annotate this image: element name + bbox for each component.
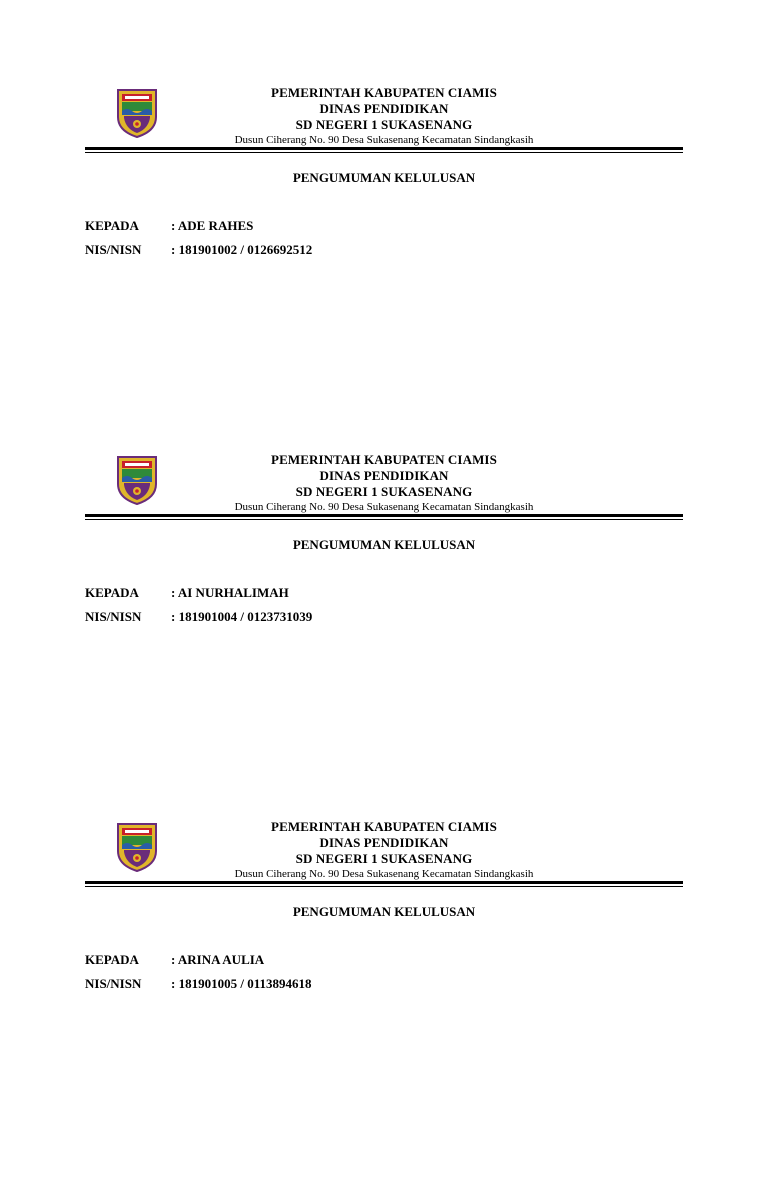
- recipient-name: : ADE RAHES: [171, 218, 254, 233]
- student-id-label: NIS/NISN: [85, 976, 142, 991]
- student-id-value: : 181901002 / 0126692512: [171, 242, 313, 257]
- department-title: DINAS PENDIDIKAN: [319, 835, 449, 850]
- letterhead-rule-thick: [85, 147, 683, 150]
- notice-title: PENGUMUMAN KELULUSAN: [292, 170, 476, 185]
- school-address: Dusun Ciherang No. 90 Desa Sukasenang Kecamatan Sindangkasih: [234, 868, 534, 880]
- letterhead-rule-thin: [85, 519, 683, 520]
- letterhead-rule-thin: [85, 152, 683, 153]
- letterhead-rule-thick: [85, 514, 683, 517]
- student-id-label: NIS/NISN: [85, 609, 142, 624]
- recipient-label: KEPADA: [85, 952, 139, 967]
- recipient-row: [85, 952, 264, 968]
- graduation-notice-2: [0, 452, 768, 819]
- regency-title: PEMERINTAH KABUPATEN CIAMIS: [271, 452, 497, 467]
- school-address: Dusun Ciherang No. 90 Desa Sukasenang Kecamatan Sindangkasih: [234, 134, 534, 146]
- letterhead-rule-thin: [85, 886, 683, 887]
- recipient-name: : ARINA AULIA: [171, 952, 265, 967]
- recipient-row: [85, 218, 253, 234]
- school-address: Dusun Ciherang No. 90 Desa Sukasenang Kecamatan Sindangkasih: [234, 501, 534, 513]
- notice-title: PENGUMUMAN KELULUSAN: [292, 904, 476, 919]
- recipient-row: [85, 585, 289, 601]
- recipient-label: KEPADA: [85, 585, 139, 600]
- recipient-name: : AI NURHALIMAH: [171, 585, 289, 600]
- student-id-value: : 181901005 / 0113894618: [171, 976, 312, 991]
- graduation-notice-1: [0, 85, 768, 452]
- school-name: SD NEGERI 1 SUKASENANG: [295, 851, 473, 866]
- recipient-label: KEPADA: [85, 218, 139, 233]
- graduation-notice-3: [0, 819, 768, 1186]
- student-id-row: [85, 609, 312, 625]
- school-name: SD NEGERI 1 SUKASENANG: [295, 117, 473, 132]
- regency-title: PEMERINTAH KABUPATEN CIAMIS: [271, 819, 497, 834]
- department-title: DINAS PENDIDIKAN: [319, 468, 449, 483]
- department-title: DINAS PENDIDIKAN: [319, 101, 449, 116]
- student-id-row: [85, 976, 311, 992]
- student-id-row: [85, 242, 312, 258]
- notice-title: PENGUMUMAN KELULUSAN: [292, 537, 476, 552]
- regency-title: PEMERINTAH KABUPATEN CIAMIS: [271, 85, 497, 100]
- student-id-value: : 181901004 / 0123731039: [171, 609, 313, 624]
- student-id-label: NIS/NISN: [85, 242, 142, 257]
- letterhead-rule-thick: [85, 881, 683, 884]
- school-name: SD NEGERI 1 SUKASENANG: [295, 484, 473, 499]
